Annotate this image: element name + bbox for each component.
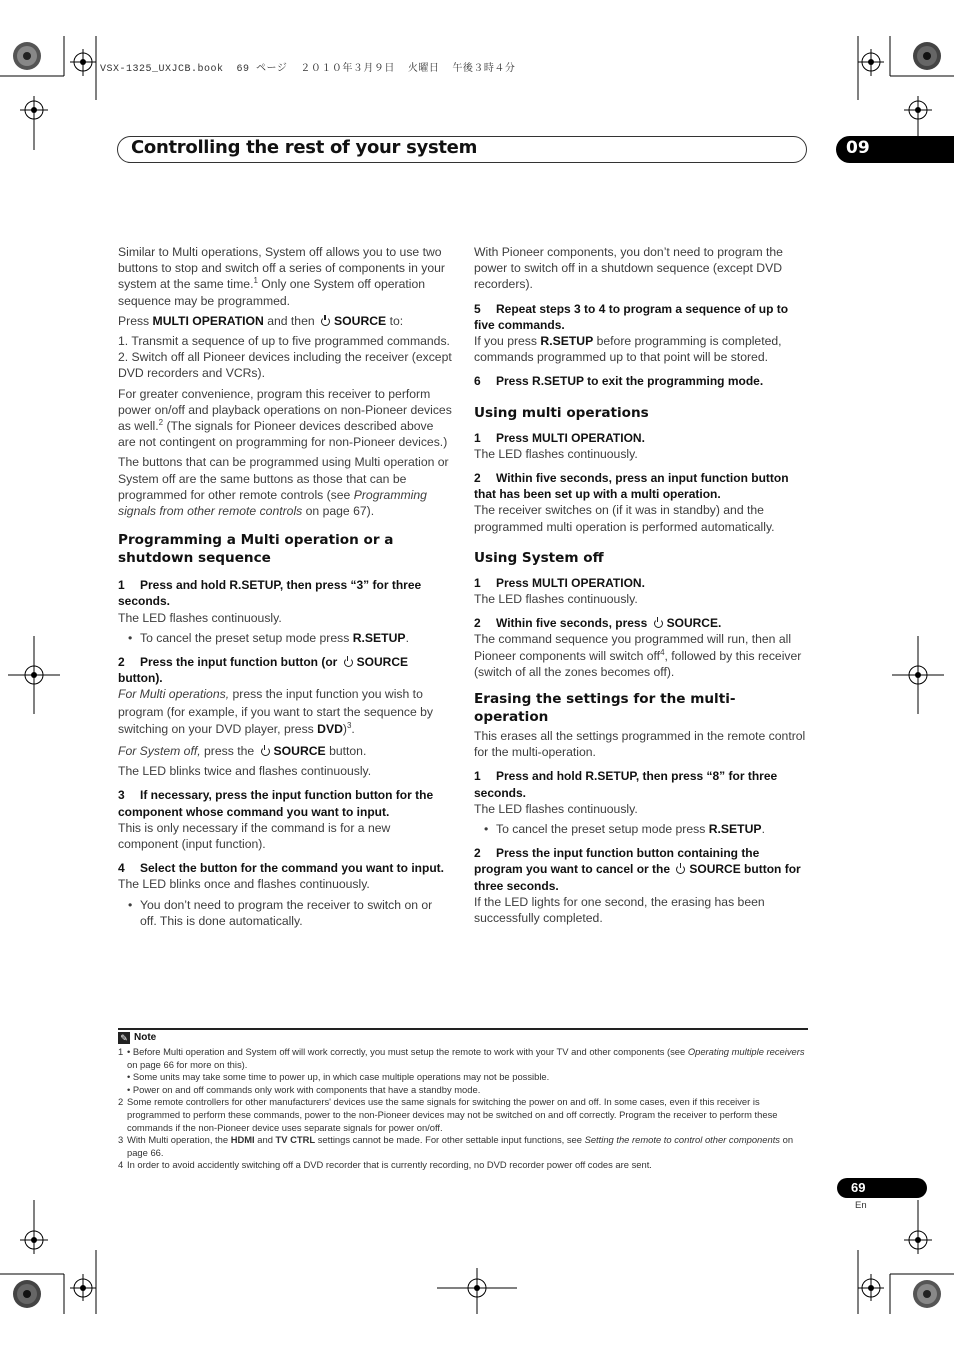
section-heading: Erasing the settings for the multi-operation: [474, 691, 736, 726]
step-text: The command sequence you programmed will run, then all Pioneer components will switch off$^4$, followed by this receiver (switch of all the zones becomes off).: [474, 632, 802, 679]
note-label: Note: [134, 1032, 157, 1043]
footnotes: [118, 1046, 810, 1172]
step-text: The LED flashes continuously.: [474, 592, 638, 607]
step-text: The LED blinks twice and flashes continuously.: [118, 764, 372, 779]
chapter-title: Controlling the rest of your system: [131, 137, 478, 158]
footnote: 1 • Before Multi operation and System off will work correctly, you must setup the remote to work with your TV and other components (see Operating multiple receivers on page 66 for more on this).: [118, 1046, 805, 1070]
footnote: 3 With Multi operation, the HDMI and TV CTRL settings cannot be made. For other settable input functions, see Setting the remote to control other components on page 66.: [118, 1134, 794, 1158]
step-text: For System off, press the SOURCE button.: [118, 743, 367, 758]
step-text: This is only necessary if the command is for a new component (input function).: [118, 820, 391, 851]
chapter-number: 09: [846, 138, 870, 158]
power-icon: [676, 865, 685, 874]
step-text: The LED flashes continuously.: [118, 610, 282, 625]
footnote: 4 In order to avoid accidently switching off a DVD recorder that is currently recording, no DVD recorder power off codes are sent.: [118, 1159, 652, 1171]
step-heading: 1 Press and hold R.SETUP, then press “8” for three seconds.: [474, 769, 778, 800]
section-heading: Programming a Multi operation or a shutdown sequence: [118, 532, 394, 567]
power-icon: [654, 619, 663, 628]
paragraph: For greater convenience, program this receiver to perform power on/off and playback operations on non-Pioneer devices as well.$^2$ (The signals for Pioneer devices described above are not contingent on programming for non-Pioneer devices.): [118, 386, 452, 450]
step-text: The LED flashes continuously.: [474, 446, 638, 461]
step-text: The receiver switches on (if it was in standby) and the programmed multi operation is performed automatically.: [474, 503, 775, 534]
list-item: 2. Switch off all Pioneer devices including the receiver (except DVD recorders and VCRs).: [118, 350, 452, 381]
language-code: En: [855, 1200, 867, 1211]
paragraph: Press MULTI OPERATION and then SOURCE to:: [118, 313, 404, 328]
step-heading: 4 Select the button for the command you want to input.: [118, 861, 444, 876]
paragraph: With Pioneer components, you don’t need to program the power to switch off in a shutdown sequence (except DVD recorders).: [474, 245, 783, 292]
footnote-line: • Some units may take some time to power up, in which case multiple operations may not be possible.: [127, 1071, 550, 1083]
step-text: If you press R.SETUP before programming is completed, commands programmed up to that point will be stored.: [474, 334, 782, 365]
section-heading: Using multi operations: [474, 404, 649, 421]
step-heading: 2 Within five seconds, press an input function button that has been set up with a multi operation.: [474, 471, 789, 502]
step-heading: 2 Within five seconds, press SOURCE.: [474, 616, 722, 631]
left-column: [118, 244, 452, 933]
step-heading: 5 Repeat steps 3 to 4 to program a sequence of up to five commands.: [474, 301, 789, 332]
step-text: The LED flashes continuously.: [474, 801, 638, 816]
footnote: 2 Some remote controllers for other manufacturers' devices use the same signals for switching the power on and off. In some cases, even if this receiver is programmed to perform these commands, power to the non-Pioneer devices may not be switched on and off correctly. Program the receiver to perform these commands if the non-Pioneer device uses separate signals for power on/off.: [118, 1096, 778, 1133]
power-icon: [261, 747, 270, 756]
list-item: 1. Transmit a sequence of up to five programmed commands.: [118, 334, 450, 349]
power-icon: [321, 317, 330, 326]
page-number: 69: [851, 1180, 866, 1195]
step-heading: 6 Press R.SETUP to exit the programming mode.: [474, 374, 764, 389]
power-icon: [344, 658, 353, 667]
step-text: The LED blinks once and flashes continuously.: [118, 877, 370, 892]
step-heading: 1 Press and hold R.SETUP, then press “3” for three seconds.: [118, 578, 422, 609]
step-text: If the LED lights for one second, the erasing has been successfully completed.: [474, 894, 765, 926]
print-info-line: VSX-1325_UXJCB.book 69 ページ ２０１０年３月９日 火曜日 午後３時４分: [100, 64, 516, 75]
section-heading: Using System off: [474, 549, 604, 566]
right-column: [474, 244, 808, 930]
bullet: • You don’t need to program the receiver to switch on or off. This is done automatically.: [118, 897, 452, 929]
step-heading: 3 If necessary, press the input function button for the component whose command you want to input.: [118, 788, 434, 819]
paragraph: Similar to Multi operations, System off allows you to use two buttons to stop and switch off a series of components in your system at the same time.$^1$ Only one System off operation sequence may be programmed.: [118, 245, 445, 308]
bullet: • To cancel the preset setup mode press R.SETUP.: [118, 630, 452, 646]
step-heading: 1 Press MULTI OPERATION.: [474, 575, 645, 590]
step-text: For Multi operations, press the input function you wish to program (for example, if you want to start the sequence by switching on your DVD player, press DVD)$^3$.: [118, 687, 434, 737]
bullet: • To cancel the preset setup mode press R.SETUP.: [474, 821, 808, 837]
footnote-line: • Power on and off commands only work with components that have a standby mode.: [127, 1083, 481, 1095]
paragraph: The buttons that can be programmed using Multi operation or System off are the same buttons as those that can be programmed for other remote controls (see Programming signals from other remote controls on page 67).: [118, 455, 449, 519]
paragraph: This erases all the settings programmed in the remote control for the multi-operation.: [474, 729, 806, 760]
step-heading: 1 Press MULTI OPERATION.: [474, 430, 645, 445]
step-heading: 2 Press the input function button containing the program you want to cancel or the SOURCE button for three seconds.: [474, 846, 801, 893]
note-divider: [118, 1028, 808, 1030]
note-pencil-icon: ✎: [118, 1032, 130, 1044]
step-heading: 2 Press the input function button (or SOURCE button).: [118, 655, 408, 686]
